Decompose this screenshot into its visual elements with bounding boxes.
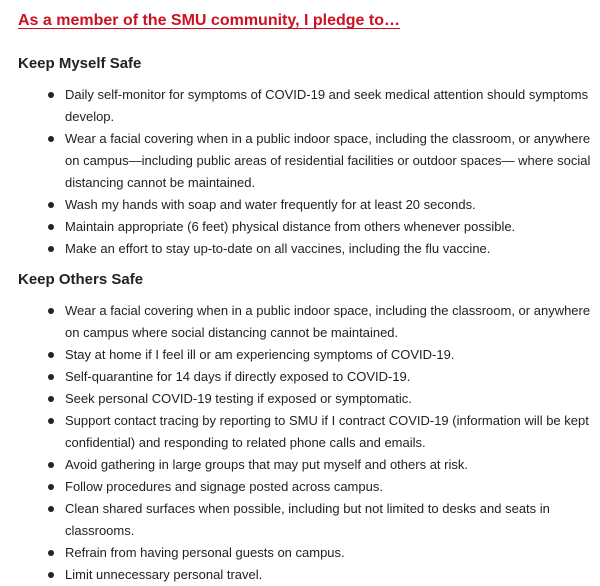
list-item: Make an effort to stay up-to-date on all vaccines, including the flu vaccine. <box>48 238 592 260</box>
list-item: Clean shared surfaces when possible, including but not limited to desks and seats in classrooms. <box>48 498 592 542</box>
list-item: Follow procedures and signage posted across campus. <box>48 476 592 498</box>
section-heading-keep-myself-safe: Keep Myself Safe <box>18 55 142 72</box>
section-heading-keep-others-safe: Keep Others Safe <box>18 271 144 288</box>
list-item: Wash my hands with soap and water frequently for at least 20 seconds. <box>48 194 592 216</box>
list-item: Stay at home if I feel ill or am experiencing symptoms of COVID-19. <box>48 344 592 366</box>
list-item: Self-quarantine for 14 days if directly exposed to COVID-19. <box>48 366 592 388</box>
list-item: Seek personal COVID-19 testing if exposed or symptomatic. <box>48 388 592 410</box>
list-item: Refrain from having personal guests on campus. <box>48 542 592 564</box>
list-item: Daily self-monitor for symptoms of COVID-19 and seek medical attention should symptoms develop. <box>48 84 592 128</box>
list-item: Limit unnecessary personal travel. <box>48 564 592 586</box>
pledge-title-link[interactable]: As a member of the SMU community, I pledge to… <box>18 12 400 29</box>
list-item: Support contact tracing by reporting to SMU if I contract COVID-19 (information will be kept confidential) and responding to related phone calls and emails. <box>48 410 592 454</box>
keep-others-safe-list <box>18 300 592 586</box>
list-item: Maintain appropriate (6 feet) physical distance from others whenever possible. <box>48 216 592 238</box>
list-item: Wear a facial covering when in a public indoor space, including the classroom, or anywhere on campus where social distancing cannot be maintained. <box>48 300 592 344</box>
list-item: Wear a facial covering when in a public indoor space, including the classroom, or anywhere on campus—including public areas of residential facilities or outdoor spaces— where social distancing cannot be maintained. <box>48 128 592 194</box>
list-item: Avoid gathering in large groups that may put myself and others at risk. <box>48 454 592 476</box>
keep-myself-safe-list <box>18 84 592 260</box>
